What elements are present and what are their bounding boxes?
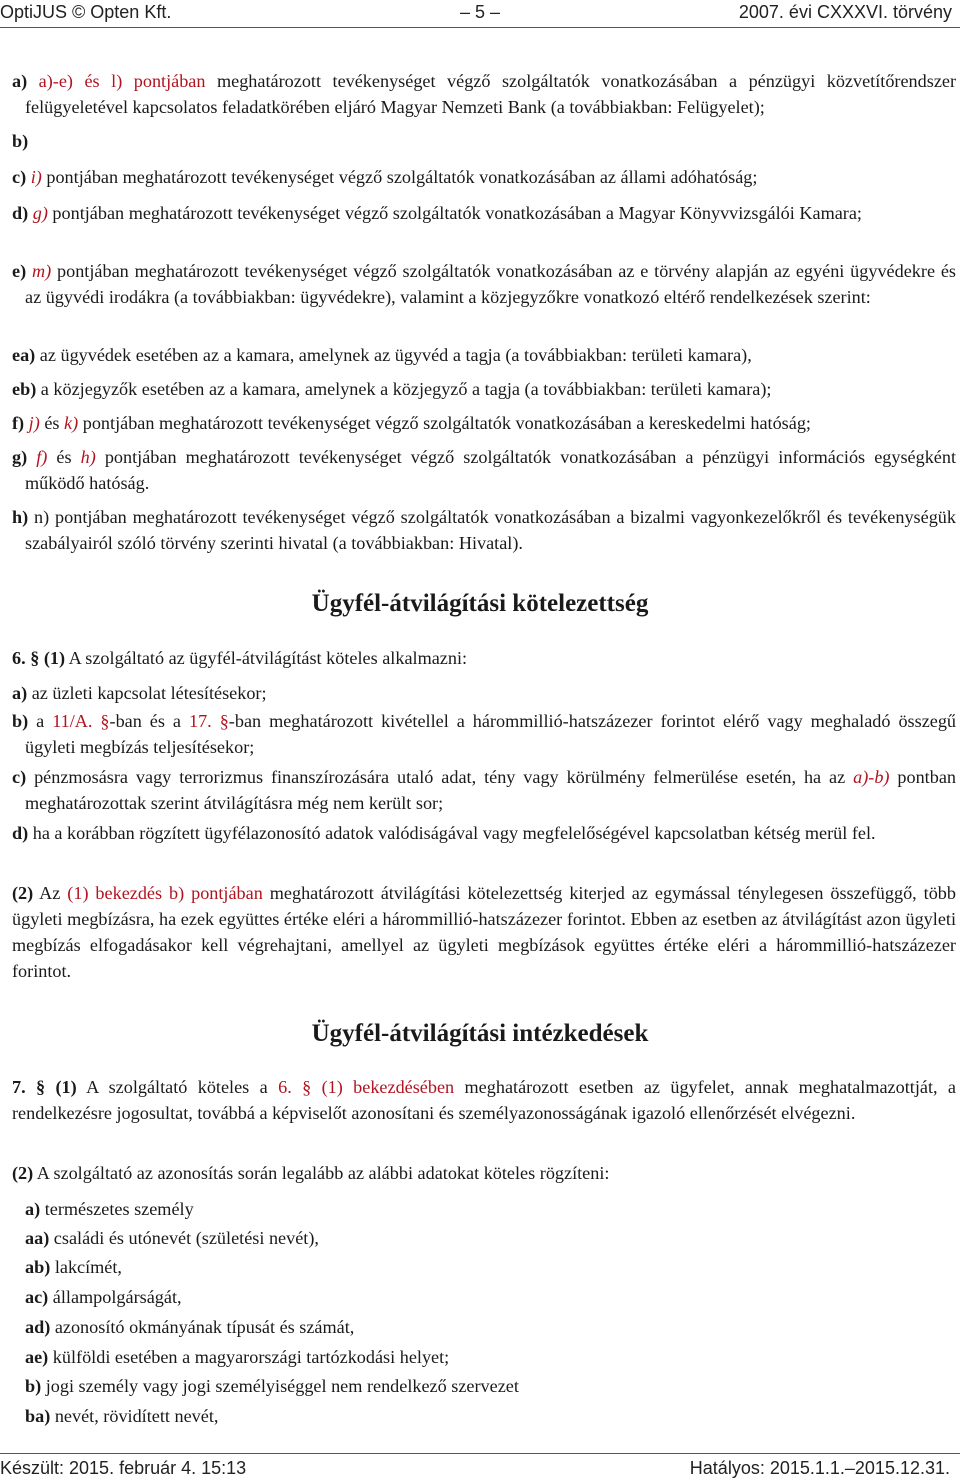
header-law-title: 2007. évi CXXXVI. törvény [738, 2, 952, 22]
link-ref[interactable]: g) [32, 203, 48, 223]
para-eb: eb) a közjegyzők esetében az a kamara, amelynek a közjegyző a tagja (a továbbiakban: területi kamara); [12, 379, 772, 399]
section-7-ab: ab) lakcímét, [25, 1257, 122, 1277]
section-6-1: 6. § (1) A szolgáltató az ügyfél-átvilágítást köteles alkalmazni: [12, 648, 468, 668]
header-rule [0, 27, 960, 28]
link-ref[interactable]: 6. § (1) bekezdésében [278, 1077, 455, 1097]
section-7-aa: aa) családi és utónevét (születési nevét), [25, 1228, 319, 1248]
link-ref[interactable]: a)-b) [853, 767, 890, 787]
para-g: g) f) és h) pontjában meghatározott tevékenységet végző szolgáltatók vonatkozásában a pénzügyi információs egységként működő hatóság. [12, 447, 957, 493]
para-a: a) a)-e) és l) pontjában meghatározott tevékenységet végző szolgáltatók vonatkozásában a pénzügyi közvetítőrendszer felügyeletével kapcsolatos feladatkörében eljáró Magyar Nemzeti Bank (a továbbiakban: Felügyelet); [12, 71, 957, 117]
header-page-number: – 5 – [460, 2, 501, 22]
para-h: h) n) pontjában meghatározott tevékenységet végző szolgáltatók vonatkozásában a bizalmi vagyonkezelőkről és tevékenységük szabályairól szóló törvény szerinti hivatal (a továbbiakban: Hivatal). [12, 507, 956, 553]
footer-rule [0, 1453, 960, 1454]
section-6-b: b) a 11/A. §-ban és a 17. §-ban meghatározott kivétellel a hárommillió-hatszázezer forintot elérő vagy meghaladó összegű ügyleti megbízás teljesítésekor; [12, 711, 957, 757]
link-ref[interactable]: a)-e) és l) pontjában [38, 71, 206, 91]
page-footer [0, 1458, 960, 1482]
section-6-a: a) az üzleti kapcsolat létesítésekor; [12, 683, 267, 703]
para-f: f) j) és k) pontjában meghatározott tevékenységet végző szolgáltatók vonatkozásában a kereskedelmi hatóság; [12, 413, 811, 433]
section-7-1: 7. § (1) A szolgáltató köteles a 6. § (1) bekezdésében meghatározott esetben az ügyfelet, annak meghatalmazottját, a rendelkezésre jogosultat, továbbá a képviselőt azonosítani és személyazonosságának igazoló ellenőrzését elvégezni. [12, 1077, 956, 1123]
section-heading-measures: Ügyfél-átvilágítási intézkedések [311, 1020, 649, 1047]
footer-effective: Hatályos: 2015.1.1.–2015.12.31. [689, 1458, 950, 1478]
section-7-a: a) természetes személy [25, 1199, 194, 1219]
section-7-ac: ac) állampolgárságát, [25, 1287, 182, 1307]
section-7-b: b) jogi személy vagy jogi személyiséggel nem rendelkező szervezet [25, 1376, 519, 1396]
footer-created: Készült: 2015. február 4. 15:13 [0, 1458, 247, 1478]
link-ref[interactable]: i) [30, 167, 42, 187]
section-6-d: d) ha a korábban rögzített ügyfélazonosító adatok valódiságával vagy megfelelőségével kapcsolatban kétség merül fel. [12, 823, 876, 843]
para-e: e) m) pontjában meghatározott tevékenységet végző szolgáltatók vonatkozásában az e törvény alapján az egyéni ügyvédekre és az ügyvédi irodákra (a továbbiakban: ügyvédekre), valamint a közjegyzőkre vonatkozó eltérő rendelkezések szerint: [12, 261, 957, 307]
link-ref[interactable]: j) [28, 413, 40, 433]
section-7-2: (2) A szolgáltató az azonosítás során legalább az alábbi adatokat köteles rögzíteni: [12, 1163, 610, 1183]
link-ref[interactable]: k) [64, 413, 79, 433]
section-6-c: c) pénzmosásra vagy terrorizmus finanszírozására utaló adat, tény vagy körülmény felmerülése esetén, ha az a)-b) pontban meghatározottak szerint átvilágításra még nem került sor; [12, 767, 956, 813]
header-publisher: OptiJUS © Opten Kft. [0, 2, 172, 22]
link-ref[interactable]: 17. § [188, 711, 229, 731]
para-d: d) g) pontjában meghatározott tevékenységet végző szolgáltatók vonatkozásában a Magyar Könyvvizsgálói Kamara; [12, 203, 862, 223]
section-7-ba: ba) nevét, rövidített nevét, [25, 1406, 219, 1426]
link-ref[interactable]: m) [31, 261, 52, 281]
link-ref[interactable]: 11/A. § [52, 711, 110, 731]
section-heading-obligation: Ügyfél-átvilágítási kötelezettség [311, 590, 649, 617]
link-ref[interactable]: n) [34, 507, 50, 527]
link-ref[interactable]: (1) bekezdés b) pontjában [67, 883, 263, 903]
link-ref[interactable]: h) [80, 447, 96, 467]
link-ref[interactable]: f) [36, 447, 48, 467]
section-7-ad: ad) azonosító okmányának típusát és számát, [25, 1317, 355, 1337]
page-header [0, 2, 960, 26]
para-b: b) [12, 131, 29, 151]
section-6-2: (2) Az (1) bekezdés b) pontjában meghatározott átvilágítási kötelezettség kiterjed az egymással ténylegesen összefüggő, több ügyleti megbízásra, ha ezek együttes értéke eléri a hárommillió-hatszázezer forintot. Ebben az esetben az átvilágítást azon ügyleti megbízás elfogadásakor kell végrehajtani, amellyel az ügyleti megbízások együttes értéke eléri a hárommillió-hatszázezer forintot. [12, 883, 956, 981]
para-ea: ea) az ügyvédek esetében az a kamara, amelynek az ügyvéd a tagja (a továbbiakban: területi kamara), [12, 345, 752, 365]
para-c: c) i) pontjában meghatározott tevékenységet végző szolgáltatók vonatkozásában az állami adóhatóság; [12, 167, 758, 187]
section-7-ae: ae) külföldi esetében a magyarországi tartózkodási helyet; [25, 1347, 450, 1367]
